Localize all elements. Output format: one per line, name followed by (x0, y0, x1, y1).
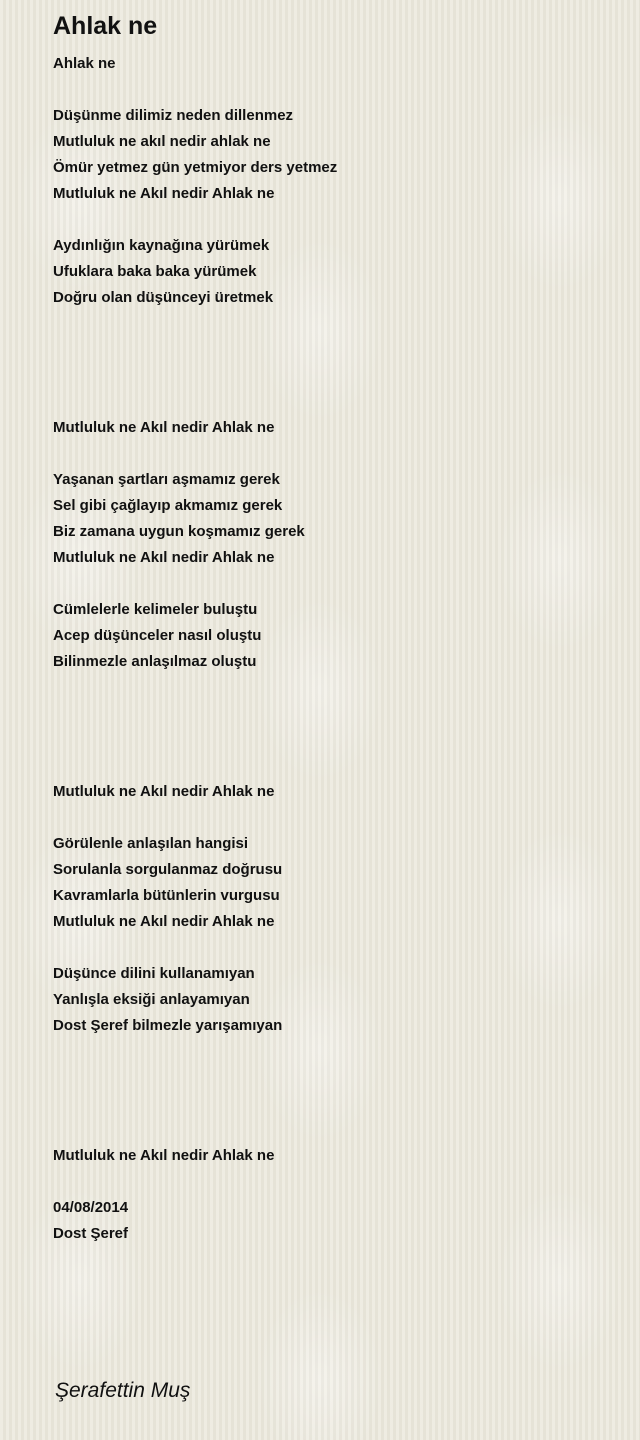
poem-line: Biz zamana uygun koşmamız gerek (53, 523, 305, 540)
blank-line (53, 727, 613, 753)
poem-line: Ömür yetmez gün yetmiyor ders yetmez (53, 159, 338, 176)
blank-line (53, 389, 613, 415)
poem-line: Yaşanan şartları aşmamız gerek (53, 471, 280, 488)
blank-line (53, 935, 613, 961)
poem-line: Düşünce dilini kullanamıyan (53, 965, 255, 982)
blank-line (53, 441, 613, 467)
blank-line (53, 571, 613, 597)
poem-line: 04/08/2014 (53, 1199, 129, 1216)
poem-title: Ahlak ne (53, 12, 158, 40)
blank-line (53, 675, 613, 701)
blank-line (53, 311, 613, 337)
blank-line (53, 1065, 613, 1091)
blank-line (53, 1039, 613, 1065)
poem-line: Acep düşünceler nasıl oluştu (53, 627, 262, 644)
poem-line: Ahlak ne (53, 55, 116, 72)
poem-line: Sel gibi çağlayıp akmamız gerek (53, 497, 283, 514)
blank-line (53, 363, 613, 389)
poem-line: Kavramlarla bütünlerin vurgusu (53, 887, 280, 904)
author-signature: Şerafettin Muş (55, 1379, 191, 1402)
blank-line (53, 1091, 613, 1117)
blank-line (53, 753, 613, 779)
blank-line (53, 77, 613, 103)
poem-line: Aydınlığın kaynağına yürümek (53, 237, 270, 254)
poem-line: Mutluluk ne Akıl nedir Ahlak ne (53, 783, 275, 800)
poem-body (53, 51, 613, 1247)
poem-line: Mutluluk ne Akıl nedir Ahlak ne (53, 185, 275, 202)
poem-line: Mutluluk ne akıl nedir ahlak ne (53, 133, 271, 150)
poem-line: Dost Şeref bilmezle yarışamıyan (53, 1017, 283, 1034)
poem-line: Doğru olan düşünceyi üretmek (53, 289, 274, 306)
poem-line: Yanlışla eksiği anlayamıyan (53, 991, 250, 1008)
blank-line (53, 805, 613, 831)
poem-line: Mutluluk ne Akıl nedir Ahlak ne (53, 549, 275, 566)
poem-line: Mutluluk ne Akıl nedir Ahlak ne (53, 1147, 275, 1164)
poem-line: Sorulanla sorgulanmaz doğrusu (53, 861, 283, 878)
blank-line (53, 337, 613, 363)
blank-line (53, 1117, 613, 1143)
poem-line: Mutluluk ne Akıl nedir Ahlak ne (53, 913, 275, 930)
blank-line (53, 1169, 613, 1195)
poem-line: Ufuklara baka baka yürümek (53, 263, 257, 280)
poem-line: Dost Şeref (53, 1225, 129, 1242)
poem-line: Görülenle anlaşılan hangisi (53, 835, 249, 852)
poem-line: Mutluluk ne Akıl nedir Ahlak ne (53, 419, 275, 436)
poem-line: Bilinmezle anlaşılmaz oluştu (53, 653, 257, 670)
poem-line: Cümlelerle kelimeler buluştu (53, 601, 258, 618)
blank-line (53, 701, 613, 727)
poem-line: Düşünme dilimiz neden dillenmez (53, 107, 294, 124)
blank-line (53, 207, 613, 233)
